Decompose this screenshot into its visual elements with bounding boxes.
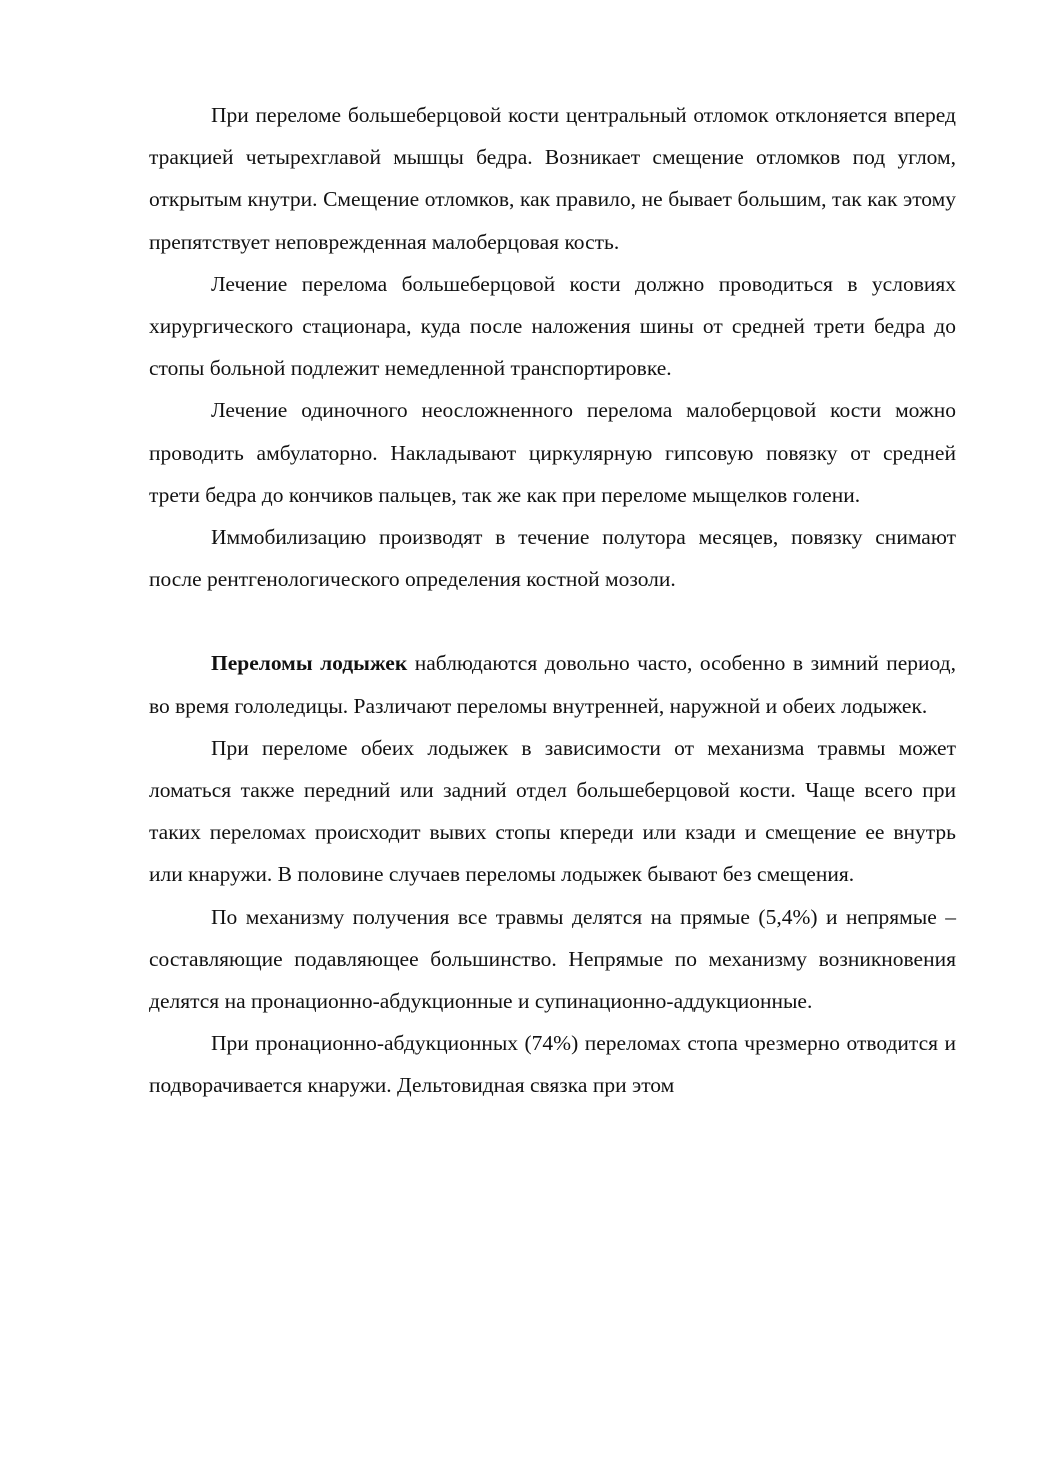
paragraph-fibula-treatment bbox=[149, 389, 956, 516]
paragraph-bimalleolar bbox=[149, 727, 956, 896]
paragraph-ankle-fractures bbox=[149, 642, 956, 726]
paragraph-text: Лечение перелома большеберцовой кости должно проводиться в условиях хирургического стационара, куда после наложения шины от средней трети бедра до стопы больной подлежит немедленной транспортировке. bbox=[149, 271, 956, 381]
section-term-bold: Переломы лодыжек bbox=[211, 651, 408, 676]
paragraph-pronation-abduction bbox=[149, 1022, 956, 1106]
document-page bbox=[149, 94, 956, 1107]
paragraph-text: Иммобилизацию производят в течение полутора месяцев, повязку снимают после рентгенологического определения костной мозоли. bbox=[149, 525, 956, 592]
paragraph-text: наблюдаются довольно часто, особенно в зимний период, во время гололедицы. Различают переломы внутренней, наружной и обеих лодыжек. bbox=[149, 651, 956, 718]
paragraph-mechanism bbox=[149, 896, 956, 1023]
paragraph-text: При переломе обеих лодыжек в зависимости от механизма травмы может ломаться также передний или задний отдел большеберцовой кости. Чаще всего при таких переломах происходит вывих стопы кпереди или кзади и смещение ее внутрь или кнаружи. В половине случаев переломы лодыжек бывают без смещения. bbox=[149, 735, 956, 887]
paragraph-text: Лечение одиночного неосложненного перелома малоберцовой кости можно проводить амбулаторно. Накладывают циркулярную гипсовую повязку от средней трети бедра до кончиков пальцев, так же как при переломе мыщелков голени. bbox=[149, 398, 956, 507]
paragraph-text: По механизму получения все травмы делятся на прямые (5,4%) и непрямые – составляющие подавляющее большинство. Непрямые по механизму возникновения делятся на пронационно-абдукционные и супинационно-аддукционные. bbox=[149, 904, 956, 1014]
paragraph-text: При переломе большеберцовой кости центральный отломок отклоняется вперед тракцией четырехглавой мышцы бедра. Возникает смещение отломков под углом, открытым кнутри. Смещение отломков, как правило, не бывает большим, так как этому препятствует неповрежденная малоберцовая кость. bbox=[149, 103, 956, 254]
paragraph-tibia-treatment bbox=[149, 263, 956, 390]
paragraph-tibia-displacement bbox=[149, 94, 956, 263]
paragraph-text: При пронационно-абдукционных (74%) переломах стопа чрезмерно отводится и подворачивается кнаружи. Дельтовидная связка при этом bbox=[149, 1031, 956, 1098]
paragraph-immobilization bbox=[149, 516, 956, 600]
